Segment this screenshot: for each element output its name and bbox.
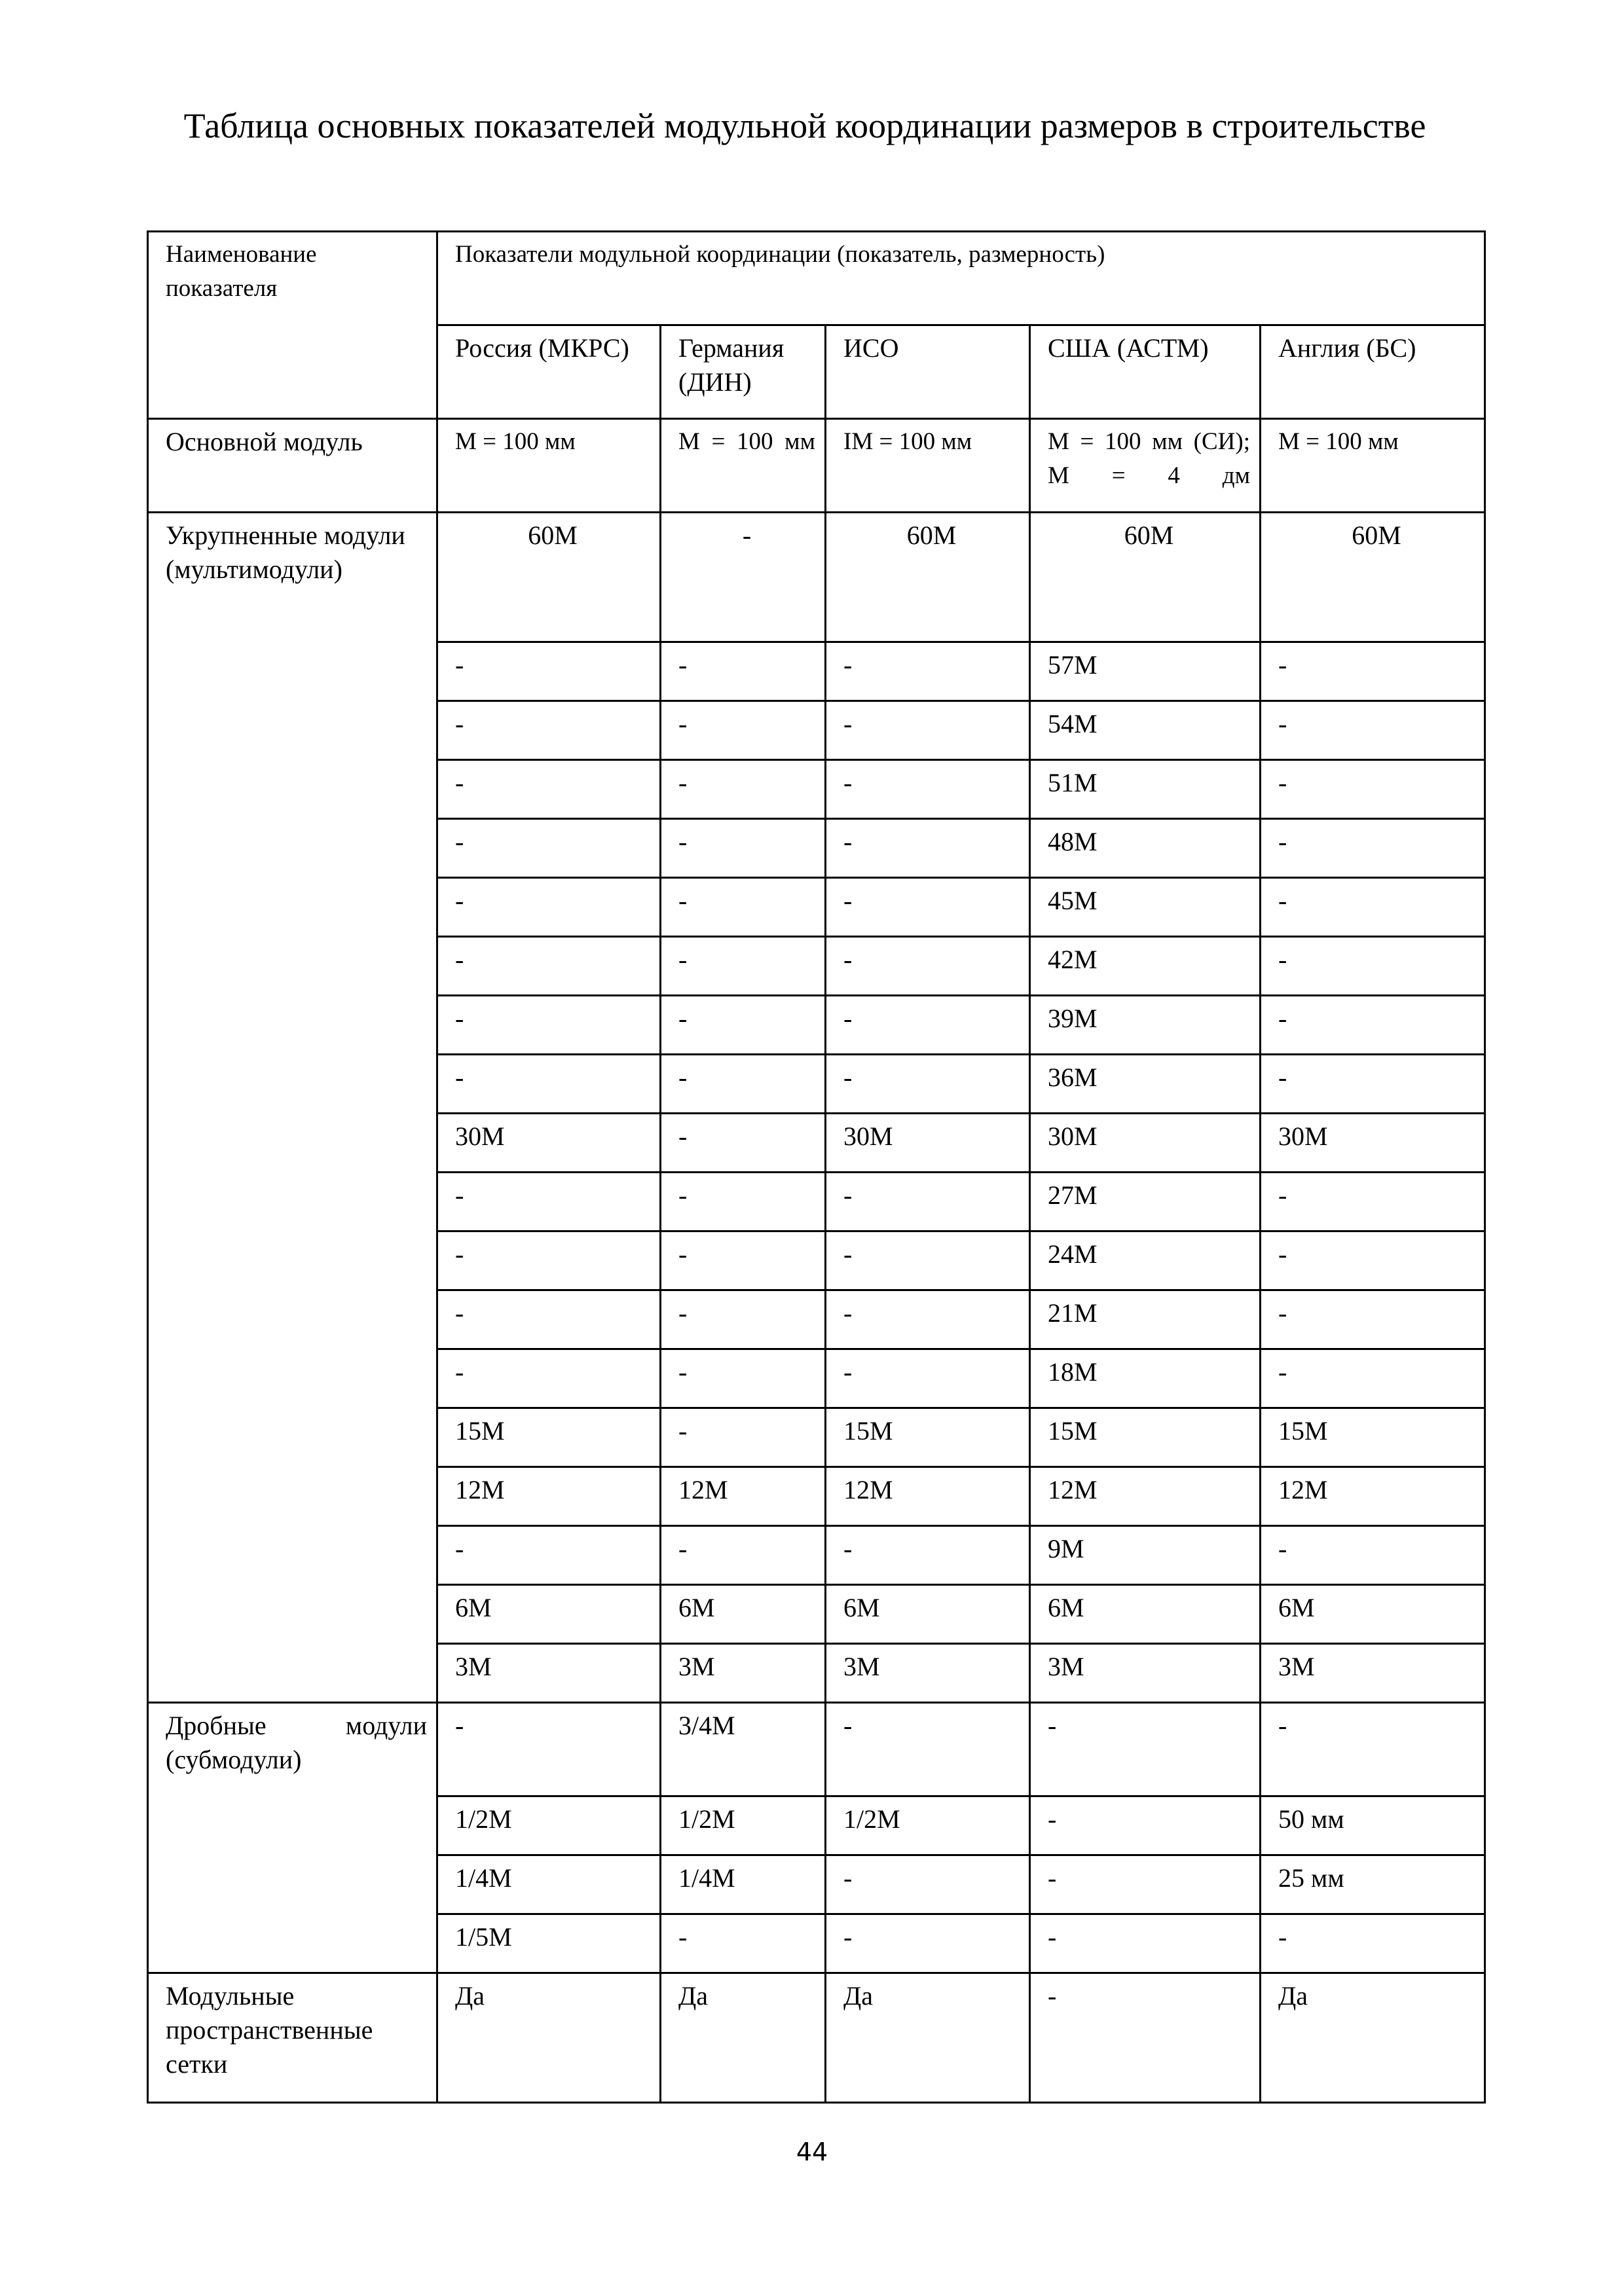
table-cell: - [661,878,826,937]
table-cell: - [1261,701,1485,760]
table-cell: - [1261,819,1485,878]
table-cell: - [661,513,826,642]
table-cell: - [437,937,661,996]
table-cell: - [437,1703,661,1796]
table-cell: - [826,1703,1030,1796]
row-label: Дробные модули (субмодули) [148,1703,437,1973]
base-module-row [148,419,1485,513]
table-cell: - [826,642,1030,701]
table-cell: 9М [1030,1526,1261,1585]
table-cell: - [437,1349,661,1408]
table-cell: - [437,701,661,760]
table-body [148,232,1485,2103]
table-cell: 48М [1030,819,1261,878]
table-cell: 6М [1261,1585,1485,1644]
table-cell: - [661,701,826,760]
table-cell: 3/4М [661,1703,826,1796]
table-cell: - [826,819,1030,878]
table-cell: - [1030,1973,1261,2103]
table-cell: - [826,1526,1030,1585]
table-cell: - [1261,642,1485,701]
table-cell: 3М [1030,1644,1261,1703]
table-cell: 60М [826,513,1030,642]
table-cell: 39М [1030,996,1261,1055]
table-cell: - [437,760,661,819]
country-header: Россия (МКРС) [437,325,661,419]
country-header: США (АСТМ) [1030,325,1261,419]
table-cell: - [1261,1526,1485,1585]
table-cell: 27М [1030,1173,1261,1231]
table-cell: - [1261,1173,1485,1231]
table-cell: - [661,1349,826,1408]
table-cell: - [826,1290,1030,1349]
table-cell: - [826,701,1030,760]
table-cell: 15М [437,1408,661,1467]
indicator-name-header: Наименование показателя [148,232,437,419]
table-cell: - [437,996,661,1055]
table-cell: - [437,642,661,701]
table-cell: - [437,1526,661,1585]
table-cell: 60М [1261,513,1485,642]
table-cell: 15М [826,1408,1030,1467]
table-cell: - [1261,1703,1485,1796]
table-cell: 42М [1030,937,1261,996]
table-cell: - [826,1231,1030,1290]
table-cell: - [661,1173,826,1231]
table-cell: - [437,878,661,937]
table-cell: - [661,760,826,819]
table-cell: - [1261,1349,1485,1408]
country-header: Англия (БС) [1261,325,1485,419]
table-cell: - [1261,937,1485,996]
table-cell: 24М [1030,1231,1261,1290]
table-cell: - [661,1914,826,1973]
row-label: Модульные пространственные сетки [148,1973,437,2103]
table-cell: - [826,1855,1030,1914]
table-cell: - [826,1173,1030,1231]
header-row [148,232,1485,325]
table-cell: Да [661,1973,826,2103]
table-cell: 30М [1261,1114,1485,1173]
table-cell: - [1261,878,1485,937]
table-cell: - [661,1231,826,1290]
table-cell: 45М [1030,878,1261,937]
table-cell: - [1261,1290,1485,1349]
table-cell: 21М [1030,1290,1261,1349]
table-cell: 60М [1030,513,1261,642]
table-cell: Да [437,1973,661,2103]
table-cell: IМ = 100 мм [826,419,1030,513]
table-cell: - [437,1231,661,1290]
table-cell: - [1030,1703,1261,1796]
table-cell: - [437,1173,661,1231]
table-cell: 12М [661,1467,826,1526]
table-cell: - [661,1114,826,1173]
table-cell: - [661,1290,826,1349]
table-cell: - [1261,996,1485,1055]
table-cell: - [1261,1914,1485,1973]
table-cell: - [826,878,1030,937]
table-cell: 15М [1261,1408,1485,1467]
page-number: 44 [796,2138,828,2166]
table-cell: - [1030,1796,1261,1855]
table-cell: М = 100 мм [437,419,661,513]
table-cell: 57М [1030,642,1261,701]
table-cell: - [826,1914,1030,1973]
table-cell: - [826,937,1030,996]
table-cell: - [826,996,1030,1055]
table-cell: - [437,819,661,878]
table-cell: - [1261,1055,1485,1114]
table-cell: 6М [1030,1585,1261,1644]
row-label: Укрупненные модули (мультимодули) [148,513,437,1703]
table-cell: 12М [826,1467,1030,1526]
table-cell: М = 100 мм (СИ); М = 4 дм [1030,419,1261,513]
table-cell: 12М [1030,1467,1261,1526]
table-cell: 18М [1030,1349,1261,1408]
table-cell: 25 мм [1261,1855,1485,1914]
row-label: Основной модуль [148,419,437,513]
table-cell: - [661,1408,826,1467]
country-header: ИСО [826,325,1030,419]
table-cell: - [661,1526,826,1585]
table-cell: - [661,1055,826,1114]
table-cell: 1/4М [437,1855,661,1914]
table-cell: 12М [1261,1467,1485,1526]
table-cell: - [437,1055,661,1114]
table-cell: 30М [437,1114,661,1173]
table-cell: 6М [661,1585,826,1644]
table-cell: 50 мм [1261,1796,1485,1855]
table-title: Таблица основных показателей модульной координации размеров в строительстве [183,106,1426,145]
table-cell: 1/5М [437,1914,661,1973]
table-cell: - [1261,1231,1485,1290]
indicators-group-header: Показатели модульной координации (показатель, размерность) [437,232,1485,325]
table-cell: - [1030,1914,1261,1973]
table-cell: Да [826,1973,1030,2103]
table-cell: М = 100 мм [1261,419,1485,513]
table-cell: 3М [437,1644,661,1703]
table-cell: - [437,1290,661,1349]
table-cell: 60М [437,513,661,642]
table-cell: - [661,937,826,996]
table-cell: - [661,996,826,1055]
table-cell: М = 100 мм [661,419,826,513]
table-cell: Да [1261,1973,1485,2103]
table-cell: 51М [1030,760,1261,819]
table-cell: 6М [826,1585,1030,1644]
table-cell: 36М [1030,1055,1261,1114]
table-cell: - [826,1349,1030,1408]
table-cell: - [1030,1855,1261,1914]
country-header: Германия (ДИН) [661,325,826,419]
table-cell: 1/2М [661,1796,826,1855]
table-cell: 54М [1030,701,1261,760]
table-cell: 3М [1261,1644,1485,1703]
table-cell: - [1261,760,1485,819]
table-cell: - [661,819,826,878]
table-cell: 30М [1030,1114,1261,1173]
table-row [148,1703,1485,1796]
table-cell: 12М [437,1467,661,1526]
spatial-grids-row [148,1973,1485,2103]
modular-coordination-table [147,230,1486,2104]
table-cell: 30М [826,1114,1030,1173]
table-cell: 6М [437,1585,661,1644]
table-cell: 15М [1030,1408,1261,1467]
table-cell: 1/2М [826,1796,1030,1855]
table-cell: 1/2М [437,1796,661,1855]
table-cell: 3М [826,1644,1030,1703]
table-cell: 3М [661,1644,826,1703]
table-cell: - [826,760,1030,819]
table-cell: - [826,1055,1030,1114]
table-cell: 1/4М [661,1855,826,1914]
table-row [148,513,1485,642]
table-cell: - [661,642,826,701]
